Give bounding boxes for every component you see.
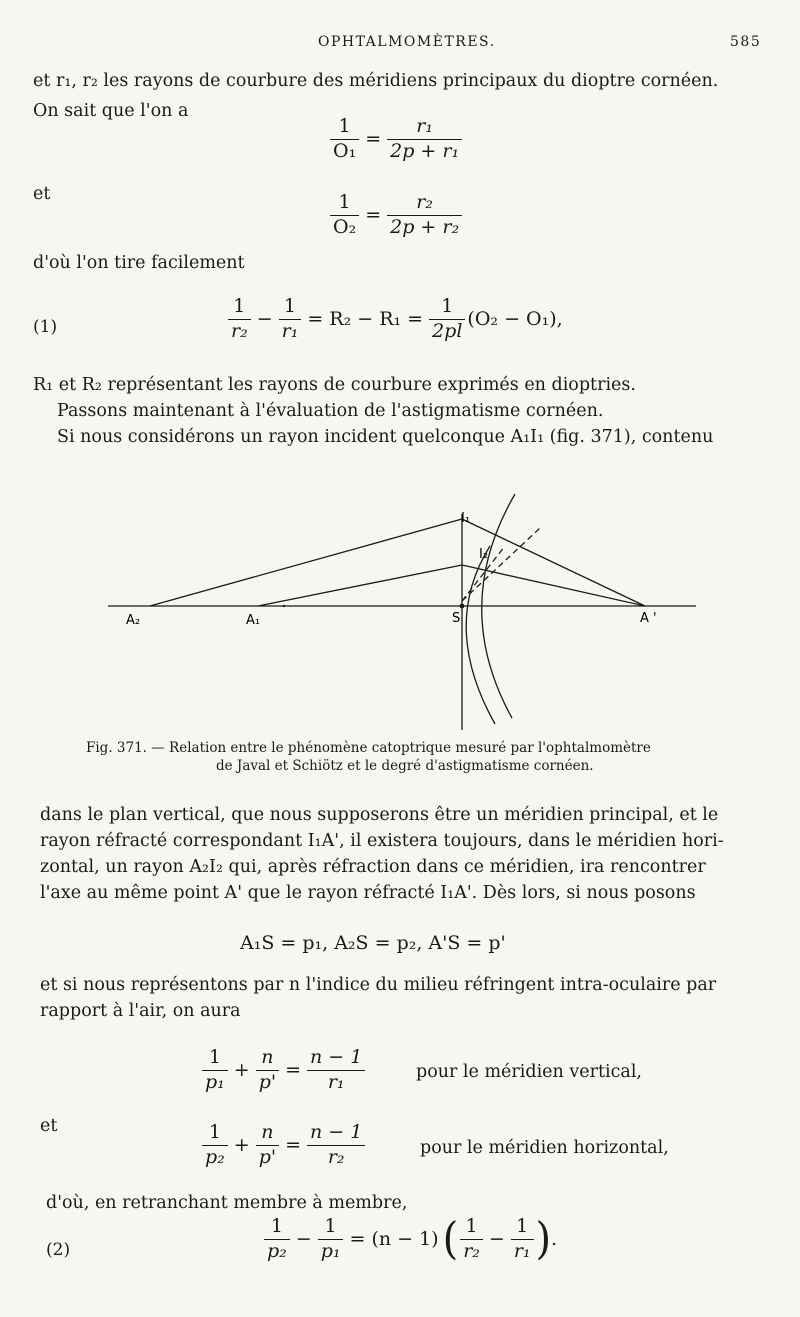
point-s <box>460 604 465 609</box>
figure-caption-line-1: Fig. 371. — Relation entre le phénomène catoptrique mesuré par l'ophtalmomètre <box>86 740 651 756</box>
label-a-prime: A ' <box>640 611 657 626</box>
equation-vertical: $\frac{1}{\text{p₁}}$ + $\frac{n}{p'}$ = $\frac{n - 1}{\text{r₁}}$ <box>200 1047 367 1094</box>
label-a2: A₂ <box>126 613 141 628</box>
page-number: 585 <box>730 34 762 50</box>
text-line: et <box>33 184 51 204</box>
label-i1: I₁ <box>461 511 471 526</box>
text-line: dans le plan vertical, que nous supposerons être un méridien principal, et le <box>40 805 719 825</box>
text-line: zontal, un rayon A₂I₂ qui, après réfraction dans ce méridien, ira rencontrer <box>40 857 706 877</box>
ray-a1-i2 <box>258 565 462 606</box>
reflected-ray-1 <box>462 528 540 601</box>
ray-i2-a-prime <box>462 565 645 606</box>
figure-371-diagram <box>100 486 700 732</box>
label-a1: A₁ <box>246 613 261 628</box>
text-line: et r₁, r₂ les rayons de courbure des méridiens principaux du dioptre cornéen. <box>33 71 719 91</box>
text-line: d'où l'on tire facilement <box>33 253 245 273</box>
text-line: Si nous considérons un rayon incident quelconque A₁I₁ (fig. 371), contenu <box>57 427 714 447</box>
text-line: d'où, en retranchant membre à membre, <box>46 1193 408 1213</box>
ray-i1-a-prime <box>462 519 645 606</box>
equation-2: $\frac{1}{\text{p₂}}$ − $\frac{1}{\text{p₁}}$ = (n − 1) ( $\frac{1}{\text{r₂}}$ − $\frac{1}{\text{r₁}}$ ) . <box>262 1216 557 1263</box>
figure-caption-line-2: de Javal et Schiötz et le degré d'astigmatisme cornéen. <box>216 758 594 774</box>
running-head-title: OPHTALMOMÈTRES. <box>318 34 496 50</box>
text-line: On sait que l'on a <box>33 101 189 121</box>
equation-1: $\frac{1}{\text{r₂}}$ − $\frac{1}{\text{r₁}}$ = R₂ − R₁ = $\frac{1}{2pl}$ (O₂ − O₁), <box>226 296 563 343</box>
cornea-arc-inner <box>466 546 495 724</box>
text-line: rayon réfracté correspondant I₁A', il existera toujours, dans le méridien hori- <box>40 831 724 851</box>
label-i2: I₂ <box>479 547 489 562</box>
text-line: pour le méridien vertical, <box>416 1062 642 1082</box>
equation-label-1: (1) <box>33 317 58 337</box>
equation-distances: A₁S = p₁, A₂S = p₂, A'S = p' <box>240 932 506 954</box>
text-line: pour le méridien horizontal, <box>420 1138 669 1158</box>
text-line: et si nous représentons par n l'indice du milieu réfringent intra-oculaire par <box>40 975 717 995</box>
ray-a2-i1 <box>150 519 462 606</box>
text-line: Passons maintenant à l'évaluation de l'astigmatisme cornéen. <box>57 401 604 421</box>
text-line: R₁ et R₂ représentant les rayons de courbure exprimés en dioptries. <box>33 375 636 395</box>
equation-o2: $\frac{1}{\text{O₂}}$ = $\frac{\text{r₂}}{\text{2p + r₂}}$ <box>328 192 464 239</box>
text-line: rapport à l'air, on aura <box>40 1001 241 1021</box>
text-line: et <box>40 1116 58 1136</box>
text-line: l'axe au même point A' que le rayon réfracté I₁A'. Dès lors, si nous posons <box>40 883 696 903</box>
equation-o1: $\frac{1}{\text{O₁}}$ = $\frac{\text{r₁}}{\text{2p + r₁}}$ <box>328 116 464 163</box>
equation-horizontal: $\frac{1}{\text{p₂}}$ + $\frac{n}{p'}$ = $\frac{n - 1}{\text{r₂}}$ <box>200 1122 367 1169</box>
label-s: S <box>452 611 461 626</box>
point-mark <box>283 605 285 607</box>
equation-label-2: (2) <box>46 1240 71 1260</box>
